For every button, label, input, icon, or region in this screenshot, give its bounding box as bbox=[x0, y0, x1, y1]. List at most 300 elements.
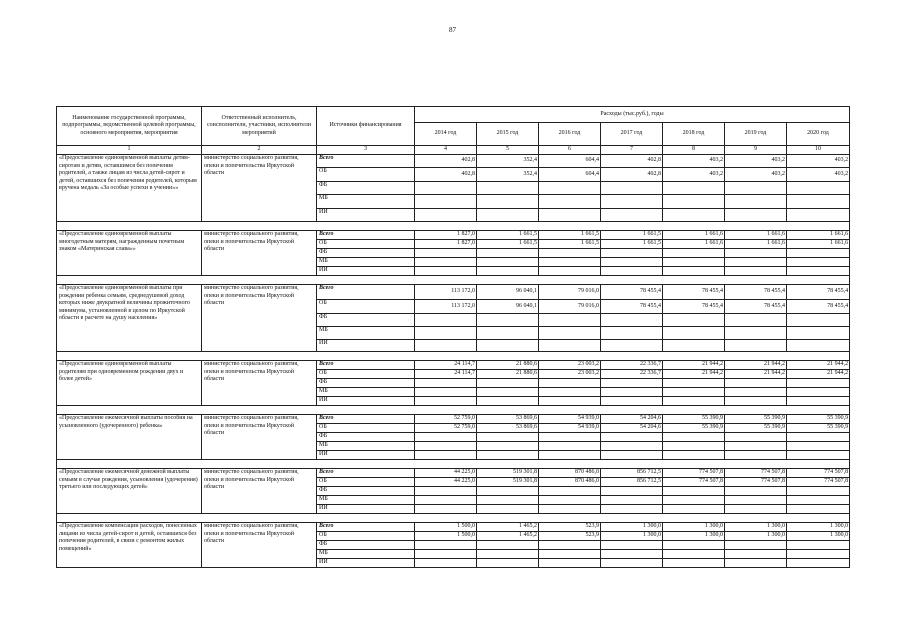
expense-value bbox=[663, 442, 725, 451]
funding-source: МБ bbox=[317, 327, 415, 340]
funding-source: Всего bbox=[317, 155, 415, 168]
expense-value bbox=[601, 487, 663, 496]
expense-value bbox=[787, 195, 850, 209]
expense-value: 523,9 bbox=[539, 532, 601, 541]
expense-value bbox=[663, 559, 725, 568]
expense-value: 22 336,7 bbox=[601, 370, 663, 379]
expense-value bbox=[725, 379, 787, 388]
expense-value bbox=[477, 314, 539, 327]
expense-value bbox=[415, 451, 477, 460]
column-number: 6 bbox=[539, 146, 601, 155]
expense-value bbox=[787, 182, 850, 195]
funding-source: ФБ bbox=[317, 541, 415, 550]
expense-value bbox=[787, 541, 850, 550]
expense-value bbox=[601, 340, 663, 352]
expense-value bbox=[539, 379, 601, 388]
expense-value bbox=[415, 541, 477, 550]
expense-value: 21 880,6 bbox=[477, 361, 539, 370]
expense-value: 1 300,0 bbox=[601, 532, 663, 541]
expense-value: 352,4 bbox=[477, 168, 539, 182]
expense-value: 1 465,2 bbox=[477, 532, 539, 541]
column-number: 9 bbox=[725, 146, 787, 155]
group-spacer bbox=[57, 514, 850, 523]
expense-value bbox=[539, 496, 601, 505]
expense-value bbox=[601, 327, 663, 340]
funding-source: ИИ bbox=[317, 505, 415, 514]
expense-value: 1 300,0 bbox=[787, 532, 850, 541]
expense-value bbox=[601, 397, 663, 406]
funding-source: Всего bbox=[317, 361, 415, 370]
expense-value bbox=[477, 442, 539, 451]
expense-value: 870 486,0 bbox=[539, 469, 601, 478]
column-number: 7 bbox=[601, 146, 663, 155]
funding-source: Всего bbox=[317, 285, 415, 300]
funding-source: ИИ bbox=[317, 397, 415, 406]
expense-value bbox=[725, 550, 787, 559]
column-number: 5 bbox=[477, 146, 539, 155]
expense-value bbox=[477, 340, 539, 352]
expense-value bbox=[415, 327, 477, 340]
expense-value: 53 869,6 bbox=[477, 424, 539, 433]
group-spacer bbox=[57, 222, 850, 231]
expense-value: 21 944,2 bbox=[663, 361, 725, 370]
expense-value: 1 500,0 bbox=[415, 523, 477, 532]
expense-value bbox=[725, 267, 787, 276]
expense-value: 519 301,8 bbox=[477, 478, 539, 487]
expense-value: 1 661,5 bbox=[601, 231, 663, 240]
funding-source: ИИ bbox=[317, 267, 415, 276]
expense-value bbox=[787, 314, 850, 327]
expense-value bbox=[663, 209, 725, 222]
expense-value bbox=[725, 327, 787, 340]
expense-value bbox=[477, 267, 539, 276]
expense-value bbox=[663, 433, 725, 442]
expense-value bbox=[539, 559, 601, 568]
expense-value bbox=[539, 541, 601, 550]
expense-value: 21 944,2 bbox=[725, 361, 787, 370]
expense-value bbox=[415, 195, 477, 209]
expense-value bbox=[477, 388, 539, 397]
expense-value bbox=[415, 496, 477, 505]
expense-value: 78 455,4 bbox=[601, 300, 663, 314]
expense-value bbox=[787, 249, 850, 258]
expense-value: 1 300,0 bbox=[725, 523, 787, 532]
expense-value bbox=[539, 195, 601, 209]
measure-executor: министерство социального развития, опеки и попечительства Иркутской области bbox=[202, 155, 317, 222]
expense-value bbox=[415, 249, 477, 258]
expense-value bbox=[415, 487, 477, 496]
expense-value bbox=[725, 559, 787, 568]
header-year: 2019 год bbox=[725, 123, 787, 146]
expense-value: 774 507,8 bbox=[787, 478, 850, 487]
column-number: 3 bbox=[317, 146, 415, 155]
expense-value: 53 869,6 bbox=[477, 415, 539, 424]
expense-value: 21 880,6 bbox=[477, 370, 539, 379]
expense-value bbox=[601, 267, 663, 276]
funding-source: ИИ bbox=[317, 340, 415, 352]
expense-value: 403,2 bbox=[787, 155, 850, 168]
expense-value bbox=[539, 388, 601, 397]
expense-value bbox=[477, 433, 539, 442]
expense-value bbox=[725, 397, 787, 406]
expense-value bbox=[415, 267, 477, 276]
expense-value: 78 455,4 bbox=[725, 285, 787, 300]
measure-executor: министерство социального развития, опеки и попечительства Иркутской области bbox=[202, 523, 317, 568]
expense-value bbox=[787, 209, 850, 222]
expense-value bbox=[663, 379, 725, 388]
expense-value: 21 944,2 bbox=[787, 370, 850, 379]
measure-name: «Предоставление компенсации расходов, понесенных лицами из числа детей-сирот и детей, оставшихся без попечения родителей, в связи с ремонтом жилых помещений» bbox=[57, 523, 202, 568]
expense-value bbox=[787, 433, 850, 442]
expense-value bbox=[477, 379, 539, 388]
expense-value: 21 944,2 bbox=[725, 370, 787, 379]
expense-value: 1 661,5 bbox=[539, 231, 601, 240]
expense-value: 523,9 bbox=[539, 523, 601, 532]
funding-source: ФБ bbox=[317, 314, 415, 327]
table-row bbox=[57, 523, 850, 532]
funding-source: ИИ bbox=[317, 559, 415, 568]
expense-value bbox=[663, 505, 725, 514]
expense-value: 1 300,0 bbox=[663, 532, 725, 541]
expense-value: 856 712,5 bbox=[601, 469, 663, 478]
expense-value: 55 390,9 bbox=[787, 415, 850, 424]
expense-value: 54 204,6 bbox=[601, 415, 663, 424]
expenditure-table bbox=[56, 106, 850, 568]
expense-value bbox=[415, 340, 477, 352]
measure-name: «Предоставление ежемесячной выплаты пособия на усыновленного (удочеренного) ребенка» bbox=[57, 415, 202, 460]
funding-source: ФБ bbox=[317, 379, 415, 388]
expense-value bbox=[725, 209, 787, 222]
expense-value bbox=[601, 258, 663, 267]
column-number: 4 bbox=[415, 146, 477, 155]
expense-value: 55 390,9 bbox=[725, 424, 787, 433]
funding-source: ОБ bbox=[317, 240, 415, 249]
expense-value: 23 003,2 bbox=[539, 370, 601, 379]
expense-value: 870 486,0 bbox=[539, 478, 601, 487]
expense-value: 1 300,0 bbox=[787, 523, 850, 532]
expense-value: 402,8 bbox=[601, 155, 663, 168]
expense-value bbox=[663, 397, 725, 406]
expense-value: 1 661,5 bbox=[601, 240, 663, 249]
expense-value bbox=[539, 442, 601, 451]
expense-value bbox=[663, 249, 725, 258]
funding-source: ФБ bbox=[317, 487, 415, 496]
measure-name: «Предоставление единовременной выплаты родителям при одновременном рождении двух и более детей» bbox=[57, 361, 202, 406]
expense-value bbox=[725, 496, 787, 505]
header-source-column: Источники финансирования bbox=[317, 107, 415, 146]
funding-source: ОБ bbox=[317, 424, 415, 433]
expense-value bbox=[601, 496, 663, 505]
expense-value bbox=[539, 433, 601, 442]
column-number: 10 bbox=[787, 146, 850, 155]
expense-value bbox=[415, 182, 477, 195]
expense-value: 774 507,8 bbox=[663, 478, 725, 487]
expense-value bbox=[415, 209, 477, 222]
expense-value: 1 465,2 bbox=[477, 523, 539, 532]
expense-value: 1 500,0 bbox=[415, 532, 477, 541]
expense-value: 774 507,8 bbox=[663, 469, 725, 478]
expense-value: 604,4 bbox=[539, 155, 601, 168]
expense-value bbox=[787, 442, 850, 451]
expense-value: 856 712,5 bbox=[601, 478, 663, 487]
expense-value: 1 661,6 bbox=[725, 231, 787, 240]
expense-value bbox=[601, 182, 663, 195]
measure-name: «Предоставление единовременной выплаты детям-сиротам и детям, оставшимся без попечения родителей, а также лицам из числа детей-сирот и детей, оставшихся без попечения родителей, которым вручена медаль «За особые успехи в учении»» bbox=[57, 155, 202, 222]
expense-value bbox=[601, 550, 663, 559]
expense-value bbox=[787, 487, 850, 496]
expense-value bbox=[601, 388, 663, 397]
expense-value bbox=[539, 314, 601, 327]
expense-value: 96 040,1 bbox=[477, 300, 539, 314]
expense-value bbox=[787, 397, 850, 406]
expense-value bbox=[725, 182, 787, 195]
header-year: 2018 год bbox=[663, 123, 725, 146]
expense-value bbox=[415, 505, 477, 514]
expense-value bbox=[539, 327, 601, 340]
expense-value: 24 114,7 bbox=[415, 361, 477, 370]
expense-value: 78 455,4 bbox=[725, 300, 787, 314]
expense-value bbox=[477, 550, 539, 559]
expense-value bbox=[663, 267, 725, 276]
expense-value: 402,8 bbox=[415, 155, 477, 168]
group-spacer bbox=[57, 276, 850, 285]
expense-value bbox=[787, 559, 850, 568]
expense-value: 54 939,0 bbox=[539, 424, 601, 433]
expense-value: 113 172,0 bbox=[415, 285, 477, 300]
expense-value: 1 661,6 bbox=[787, 240, 850, 249]
expense-value: 1 827,0 bbox=[415, 231, 477, 240]
table-row bbox=[57, 285, 850, 300]
funding-source: МБ bbox=[317, 550, 415, 559]
expense-value bbox=[477, 559, 539, 568]
measure-executor: министерство социального развития, опеки и попечительства Иркутской области bbox=[202, 469, 317, 514]
expense-value bbox=[787, 340, 850, 352]
expense-value: 1 661,5 bbox=[477, 240, 539, 249]
expense-value: 78 455,4 bbox=[787, 285, 850, 300]
expense-value bbox=[415, 388, 477, 397]
header-year: 2020 год bbox=[787, 123, 850, 146]
page-number: 87 bbox=[449, 26, 456, 34]
measure-name: «Предоставление ежемесячной денежной выплаты семьям в случае рождения, усыновления (удочерения) третьего или последующих детей» bbox=[57, 469, 202, 514]
expense-value: 774 507,8 bbox=[725, 478, 787, 487]
expense-value bbox=[415, 559, 477, 568]
expense-value bbox=[415, 379, 477, 388]
expense-value bbox=[663, 541, 725, 550]
expense-value: 519 301,8 bbox=[477, 469, 539, 478]
expense-value bbox=[725, 541, 787, 550]
expense-value: 402,8 bbox=[601, 168, 663, 182]
measure-name: «Предоставление единовременной выплаты многодетным матерям, награжденным почетным знаком «Материнская слава»» bbox=[57, 231, 202, 276]
expense-value bbox=[477, 195, 539, 209]
expense-value: 55 390,9 bbox=[725, 415, 787, 424]
expense-value bbox=[477, 327, 539, 340]
expense-value: 21 944,2 bbox=[787, 361, 850, 370]
expense-value: 52 759,0 bbox=[415, 424, 477, 433]
expense-value: 1 300,0 bbox=[725, 532, 787, 541]
expense-value: 1 827,0 bbox=[415, 240, 477, 249]
expense-value bbox=[477, 249, 539, 258]
funding-source: ФБ bbox=[317, 433, 415, 442]
expense-value bbox=[539, 451, 601, 460]
expense-value: 1 300,0 bbox=[601, 523, 663, 532]
expense-value bbox=[663, 195, 725, 209]
expense-value: 55 390,9 bbox=[663, 424, 725, 433]
expense-value bbox=[601, 505, 663, 514]
expense-value bbox=[725, 195, 787, 209]
expense-value: 402,8 bbox=[415, 168, 477, 182]
expense-value bbox=[601, 541, 663, 550]
expense-value bbox=[477, 182, 539, 195]
expense-value bbox=[725, 340, 787, 352]
funding-source: ИИ bbox=[317, 451, 415, 460]
expense-value bbox=[539, 340, 601, 352]
header-year: 2017 год bbox=[601, 123, 663, 146]
expense-value bbox=[601, 559, 663, 568]
funding-source: ФБ bbox=[317, 249, 415, 258]
expense-value: 78 455,4 bbox=[787, 300, 850, 314]
expense-value: 96 040,1 bbox=[477, 285, 539, 300]
group-spacer bbox=[57, 460, 850, 469]
table-row bbox=[57, 231, 850, 240]
expense-value: 79 016,0 bbox=[539, 300, 601, 314]
expense-value bbox=[725, 505, 787, 514]
expense-value: 1 661,5 bbox=[539, 240, 601, 249]
expense-value bbox=[601, 209, 663, 222]
measure-executor: министерство социального развития, опеки и попечительства Иркутской области bbox=[202, 231, 317, 276]
expense-value bbox=[539, 249, 601, 258]
expense-value bbox=[477, 505, 539, 514]
expense-value bbox=[601, 314, 663, 327]
expense-value: 403,2 bbox=[787, 168, 850, 182]
expense-value bbox=[787, 496, 850, 505]
expense-value: 1 661,5 bbox=[477, 231, 539, 240]
expense-value: 52 759,0 bbox=[415, 415, 477, 424]
expense-value: 403,2 bbox=[725, 155, 787, 168]
expense-value bbox=[663, 314, 725, 327]
expense-value: 54 204,6 bbox=[601, 424, 663, 433]
table-row bbox=[57, 155, 850, 168]
expense-value bbox=[539, 258, 601, 267]
column-number: 2 bbox=[202, 146, 317, 155]
funding-source: ИИ bbox=[317, 209, 415, 222]
expense-value bbox=[415, 433, 477, 442]
expense-value bbox=[601, 379, 663, 388]
expense-value: 44 225,0 bbox=[415, 469, 477, 478]
expense-value: 79 016,0 bbox=[539, 285, 601, 300]
expense-value bbox=[725, 258, 787, 267]
measure-executor: министерство социального развития, опеки и попечительства Иркутской области bbox=[202, 415, 317, 460]
expense-value bbox=[787, 379, 850, 388]
funding-source: Всего bbox=[317, 231, 415, 240]
expense-value bbox=[663, 550, 725, 559]
table-row bbox=[57, 361, 850, 370]
expense-value bbox=[477, 541, 539, 550]
expense-value bbox=[477, 451, 539, 460]
expense-value bbox=[787, 388, 850, 397]
expense-value bbox=[787, 258, 850, 267]
expense-value: 78 455,4 bbox=[663, 300, 725, 314]
expense-value: 403,2 bbox=[663, 155, 725, 168]
expense-value: 352,4 bbox=[477, 155, 539, 168]
expense-value bbox=[663, 451, 725, 460]
expense-value: 78 455,4 bbox=[663, 285, 725, 300]
expense-value bbox=[601, 442, 663, 451]
funding-source: Всего bbox=[317, 523, 415, 532]
expense-value: 403,2 bbox=[725, 168, 787, 182]
expense-value bbox=[663, 388, 725, 397]
expense-value bbox=[787, 505, 850, 514]
funding-source: ОБ bbox=[317, 370, 415, 379]
column-number: 8 bbox=[663, 146, 725, 155]
expense-value: 23 003,2 bbox=[539, 361, 601, 370]
expense-value bbox=[787, 267, 850, 276]
expense-value bbox=[787, 451, 850, 460]
header-year: 2014 год bbox=[415, 123, 477, 146]
expense-value: 604,4 bbox=[539, 168, 601, 182]
expense-value bbox=[539, 182, 601, 195]
expense-value bbox=[663, 258, 725, 267]
expense-value: 1 300,0 bbox=[663, 523, 725, 532]
expense-value: 21 944,2 bbox=[663, 370, 725, 379]
expense-value bbox=[415, 258, 477, 267]
measure-executor: министерство социального развития, опеки и попечительства Иркутской области bbox=[202, 361, 317, 406]
funding-source: МБ bbox=[317, 195, 415, 209]
expense-value bbox=[601, 249, 663, 258]
expense-value: 1 661,6 bbox=[663, 240, 725, 249]
expense-value bbox=[477, 496, 539, 505]
expense-value bbox=[663, 487, 725, 496]
measure-name: «Предоставление единовременной выплаты при рождении ребенка семьям, среднедушевой доход которых ниже двукратной величины прожиточного минимума, установленной в целом по Иркутской области в расчете на душу населения» bbox=[57, 285, 202, 352]
expense-value bbox=[725, 451, 787, 460]
expense-value: 774 507,8 bbox=[725, 469, 787, 478]
funding-source: ОБ bbox=[317, 532, 415, 541]
expense-value bbox=[477, 209, 539, 222]
expense-value: 1 661,6 bbox=[787, 231, 850, 240]
expense-value bbox=[663, 496, 725, 505]
group-spacer bbox=[57, 406, 850, 415]
expense-value: 55 390,9 bbox=[663, 415, 725, 424]
expense-value bbox=[477, 487, 539, 496]
expense-value bbox=[539, 550, 601, 559]
header-expenses: Расходы (тыс.руб.), годы bbox=[415, 107, 850, 123]
expense-value bbox=[725, 433, 787, 442]
funding-source: Всего bbox=[317, 415, 415, 424]
expense-value: 774 507,8 bbox=[787, 469, 850, 478]
expense-value: 1 661,6 bbox=[663, 231, 725, 240]
expense-value bbox=[539, 209, 601, 222]
expense-value bbox=[415, 442, 477, 451]
expense-value: 113 172,0 bbox=[415, 300, 477, 314]
expense-value: 78 455,4 bbox=[601, 285, 663, 300]
expense-value: 55 390,9 bbox=[787, 424, 850, 433]
expense-value bbox=[725, 442, 787, 451]
group-spacer bbox=[57, 352, 850, 361]
expense-value bbox=[725, 314, 787, 327]
expense-value: 44 225,0 bbox=[415, 478, 477, 487]
funding-source: МБ bbox=[317, 388, 415, 397]
funding-source: МБ bbox=[317, 442, 415, 451]
measure-executor: министерство социального развития, опеки и попечительства Иркутской области bbox=[202, 285, 317, 352]
expense-value bbox=[601, 451, 663, 460]
funding-source: МБ bbox=[317, 258, 415, 267]
expense-value: 54 939,0 bbox=[539, 415, 601, 424]
expense-value bbox=[415, 550, 477, 559]
expense-value bbox=[725, 249, 787, 258]
funding-source: ФБ bbox=[317, 182, 415, 195]
funding-source: ОБ bbox=[317, 478, 415, 487]
expense-value bbox=[477, 258, 539, 267]
header-executor-column: Ответственный исполнитель, соисполнители, участники, исполнители мероприятий bbox=[202, 107, 317, 146]
